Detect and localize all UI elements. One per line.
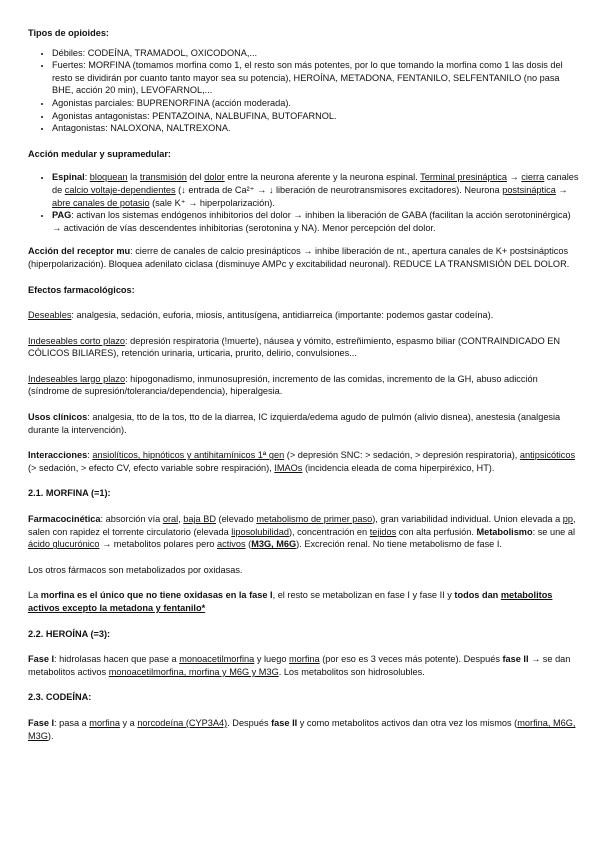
bold-term: todos dan xyxy=(454,590,501,601)
text-run: . Después xyxy=(227,717,272,728)
heading-heroina: 2.2. HEROÍNA (=3): xyxy=(28,628,111,639)
text-run: (> sedación, > efecto CV, efecto variable sobre respiración), xyxy=(28,462,275,473)
text-run: → xyxy=(506,172,522,183)
list-item: • Débiles: CODEÍNA, TRAMADOL, OXICODONA,... xyxy=(52,47,580,60)
text-run: entre la neurona aferente y la neurona espinal. xyxy=(224,172,421,183)
label-farmacocinetica: Farmacocinética xyxy=(28,514,101,525)
underlined-term: transmisión xyxy=(139,172,187,183)
paragraph-farmacocinetica xyxy=(28,513,580,551)
bold-underlined-term: metabolitos activos excepto la metadona y fentanilo* xyxy=(28,590,553,613)
label-espinal: Espinal xyxy=(52,172,85,183)
text-run: : depresión respiratoria (!muerte), náusea y vómito, estreñimiento, espasmo biliar (CONTRAINDICADO EN CÓLICOS BILIARES), retención urinaria, urticaria, prurito, delirio, convulsiones... xyxy=(28,335,561,359)
paragraph-receptor-mu xyxy=(28,245,580,270)
text-run: , xyxy=(178,514,184,525)
text-run: La xyxy=(28,590,41,601)
underlined-term: Terminal presináptica xyxy=(420,172,507,183)
underlined-term: pp xyxy=(562,514,573,525)
text-run: , el resto se metabolizan en fase I y fase II y xyxy=(272,590,455,601)
paragraph-deseables xyxy=(28,309,580,322)
text-run: . Los metabolitos son hidrosolubles. xyxy=(278,666,425,677)
underlined-term: monoacetilmorfina, morfina y M6G y M3G xyxy=(108,666,279,677)
document-body xyxy=(28,27,580,742)
text-run: la xyxy=(127,172,140,183)
label-deseables: Deseables xyxy=(28,310,72,321)
underlined-term: liposolubilidad xyxy=(231,526,289,537)
underlined-term: bloquean xyxy=(89,172,128,183)
paragraph-largo-plazo xyxy=(28,373,580,398)
underlined-term: postsináptica xyxy=(502,184,556,195)
bold-term: fase II xyxy=(502,654,529,665)
underlined-term: morfina xyxy=(89,717,120,728)
bold-term: fase II xyxy=(271,717,298,728)
paragraph-usos xyxy=(28,411,580,436)
underlined-term: abre canales de potasio xyxy=(52,197,150,208)
underlined-term: dolor xyxy=(204,172,225,183)
underlined-term: cierra xyxy=(521,172,545,183)
text-run: : hidrolasas hacen que pase a xyxy=(54,654,180,665)
bold-underlined-term: M3G, M6G xyxy=(251,539,297,550)
text-run: : pasa a xyxy=(54,717,90,728)
bold-term: morfina es el único que no tiene oxidasas en la fase I xyxy=(40,590,273,601)
text-run: y como metabolitos activos dan otra vez los mismos ( xyxy=(297,717,518,728)
underlined-term: baja BD xyxy=(183,514,216,525)
heading-efectos: Efectos farmacológicos: xyxy=(28,284,135,295)
text-run: : analgesia, tto de la tos, tto de la diarrea, IC izquierda/edema agudo de pulmón (alivio disnea), anestesia (analgesia durante la intervención). xyxy=(28,412,561,435)
underlined-term: ácido glucurónico xyxy=(28,539,100,550)
label-pag: PAG xyxy=(52,210,72,221)
heading-morfina: 2.1. MORFINA (=1): xyxy=(28,488,111,499)
underlined-term: oral xyxy=(162,514,179,525)
underlined-term: tejidos xyxy=(369,526,397,537)
underlined-term: antipsicóticos xyxy=(519,450,576,461)
bold-term: Fase I xyxy=(28,717,55,728)
underlined-term: metabolismo de primer paso xyxy=(256,514,373,525)
underlined-term: ansiolíticos, hipnóticos y antihitamínicos 1ª gen xyxy=(92,450,285,461)
list-item: • Antagonistas: NALOXONA, NALTREXONA. xyxy=(52,122,580,135)
text-run: : cierre de canales de calcio presinápticos → inhibe liberación de nt., apertura canales de K+ postsinápticos (hiperpolarización). Bloquea adenilato ciclasa (disminuye AMPc y excitabilidad neuronal). REDUCE LA TRANSMISIÓN DEL DOLOR. xyxy=(28,246,570,269)
text-run: (> depresión SNC: > sedación, > depresión respiratoria), xyxy=(284,450,520,461)
text-run: : absorción vía xyxy=(100,514,163,525)
bold-term: Fase I xyxy=(28,654,55,665)
text-run: ), concentración en xyxy=(288,526,370,537)
text-run: ). Excreción renal. No tiene metabolismo de fase I. xyxy=(296,539,502,550)
underlined-term: monoacetilmorfina xyxy=(179,654,255,665)
text-run: , salen con rapidez el torrente circulatorio (elevada xyxy=(28,514,576,537)
text-run: : activan los sistemas endógenos inhibitorios del dolor → inhiben la liberación de GABA (facilitan la acción serotoninérgica) → activación de vías descendentes inhibitorias (serotonina y NA). Menor percepción del dolor. xyxy=(52,210,571,233)
label-interacciones: Interacciones xyxy=(28,450,88,461)
text-run: (↓ entrada de Ca²⁺ → ↓ liberación de neurotransmisores excitadores). Neurona xyxy=(175,184,503,195)
heading-tipos: Tipos de opioides: xyxy=(28,28,109,38)
underlined-term: morfina, M6G, M3G xyxy=(28,717,576,741)
text-run: (por eso es 3 veces más potente). Después xyxy=(319,654,503,665)
text-run: y a xyxy=(119,717,138,728)
list-item-espinal xyxy=(52,171,580,209)
text-run: : analgesia, sedación, euforia, miosis, antitusígena, antidiarreica (importante: podemos gastar codeína). xyxy=(71,310,494,321)
list-accion xyxy=(28,171,580,234)
text-run: (elevado xyxy=(215,514,257,525)
text-run: canales de xyxy=(52,172,579,195)
text-run: (sale K⁺ → hiperpolarización). xyxy=(149,197,275,208)
text-run: ), gran variabilidad individual. Union elevada a xyxy=(372,514,563,525)
bold-term: Metabolismo xyxy=(476,526,533,537)
underlined-term: calcio voltaje-dependientes xyxy=(64,184,176,195)
list-item: • Agonistas parciales: BUPRENORFINA (acción moderada). xyxy=(52,97,580,110)
text-run: con alta perfusión. xyxy=(396,526,477,537)
list-item: • Agonistas antagonistas: PENTAZOINA, NALBUFINA, BUTOFARNOL. xyxy=(52,110,580,123)
paragraph-corto-plazo xyxy=(28,335,580,360)
paragraph-codeina xyxy=(28,717,580,742)
paragraph-otros-farmacos: Los otros fármacos son metabolizados por oxidasas. xyxy=(28,564,243,575)
list-tipos xyxy=(28,47,580,135)
underlined-term: norcodeína (CYP3A4) xyxy=(137,717,228,728)
underlined-term: IMAOs xyxy=(274,462,303,473)
text-run: : se une al xyxy=(532,526,575,537)
label-receptor-mu: Acción del receptor mu xyxy=(28,246,131,257)
heading-accion: Acción medular y supramedular: xyxy=(28,148,171,159)
text-run: ( xyxy=(245,539,252,550)
list-item-pag xyxy=(52,209,580,234)
text-run: (incidencia eleada de coma hiperpiréxico, HT). xyxy=(302,462,495,473)
text-run: → xyxy=(555,184,568,195)
list-item: • Fuertes: MORFINA (tomamos morfina como 1, el resto son más potentes, por lo que tomando la morfina como 1 las dosis del resto se dividirán por cuanto tanto mayor sea su potencia), HEROÍNA, METADONA, FENTANILO, SELFENTANILO (no pasa BHE, acción 20 min), LEVOFARNOL,... xyxy=(52,59,580,97)
text-run: del xyxy=(186,172,205,183)
label-largo-plazo: Indeseables largo plazo xyxy=(28,373,126,384)
text-run: → metabolitos polares pero xyxy=(99,539,217,550)
paragraph-interacciones xyxy=(28,449,580,474)
text-run: y luego xyxy=(254,654,289,665)
text-run: → se dan metabolitos activos xyxy=(28,654,571,677)
paragraph-heroina xyxy=(28,653,580,678)
underlined-term: activos xyxy=(216,539,246,550)
paragraph-morfina-oxidasas xyxy=(28,589,580,614)
heading-codeina: 2.3. CODEÍNA: xyxy=(28,692,92,703)
text-run: : hipogonadismo, inmunosupresión, incremento de las comidas, incremento de la GH, abuso adicción (síndrome de supresión/tolerancia/dependencia), hiperalgesia. xyxy=(28,373,538,397)
text-run: ). xyxy=(47,730,54,741)
label-usos: Usos clínicos xyxy=(28,412,88,423)
label-corto-plazo: Indeseables corto plazo xyxy=(28,335,126,346)
text-run: : xyxy=(84,172,90,183)
underlined-term: morfina xyxy=(289,654,320,665)
text-run: : xyxy=(87,450,93,461)
